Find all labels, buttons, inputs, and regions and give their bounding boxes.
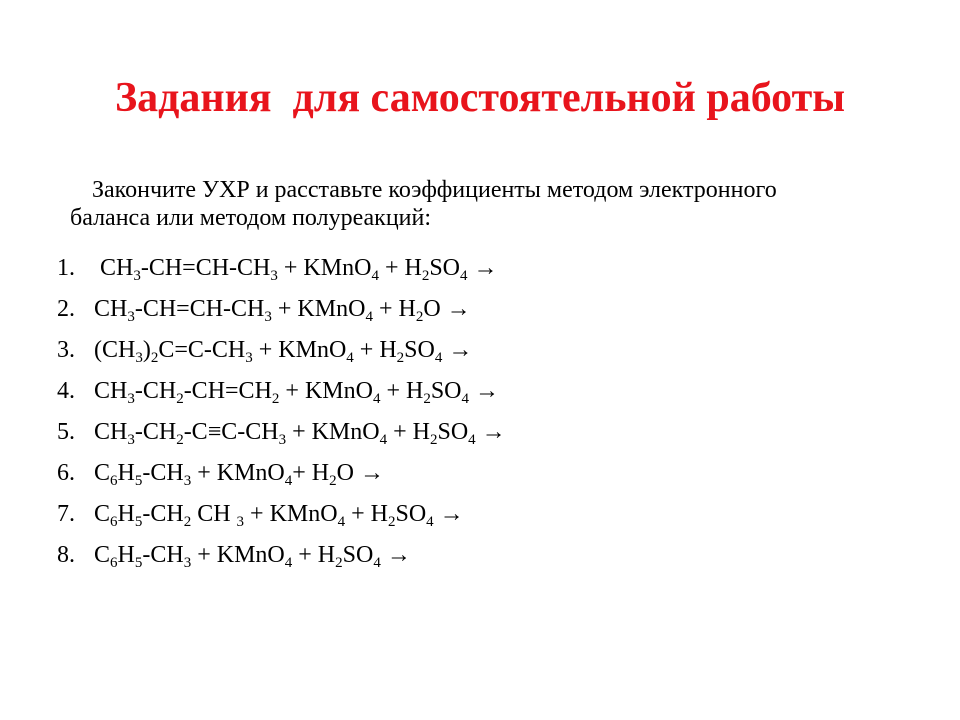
formula-subscript: 3 xyxy=(270,268,278,284)
formula-text: SO xyxy=(430,378,462,404)
formula-text: -C≡C-CH xyxy=(183,419,279,445)
reaction-equation xyxy=(94,537,411,573)
reaction-number: 1. xyxy=(57,255,75,281)
formula-text: → xyxy=(380,542,411,568)
formula-text: + KMnO xyxy=(191,460,285,486)
formula-subscript: 2 xyxy=(271,391,280,407)
formula-text: CH xyxy=(94,419,128,445)
formula-subscript: 3 xyxy=(264,309,272,325)
reaction-equation xyxy=(94,291,471,327)
formula-text: + H xyxy=(292,460,330,486)
formula-subscript: 3 xyxy=(127,309,135,325)
formula-subscript: 3 xyxy=(127,391,135,407)
formula-text: C=C-CH xyxy=(158,337,246,363)
instruction-text xyxy=(66,176,906,232)
formula-subscript: 3 xyxy=(133,268,141,284)
reaction-equation xyxy=(94,496,464,532)
formula-text: O → xyxy=(336,460,384,486)
formula-text: CH xyxy=(94,296,128,322)
formula-text: + KMnO xyxy=(271,296,366,322)
formula-subscript: 6 xyxy=(110,514,118,530)
formula-subscript: 3 xyxy=(183,555,192,571)
formula-text: SO xyxy=(437,419,469,445)
reaction-item xyxy=(57,250,506,291)
formula-text: → xyxy=(467,255,498,281)
slide-title: Задания для самостоятельной работы xyxy=(114,75,846,121)
formula-text: C xyxy=(94,501,111,527)
formula-text: + H xyxy=(387,419,430,445)
formula-text: CH xyxy=(191,501,237,527)
formula-text: + KMnO xyxy=(277,255,372,281)
formula-text: -CH xyxy=(142,460,184,486)
reaction-number: 4. xyxy=(57,378,75,404)
formula-text: + H xyxy=(372,296,416,322)
formula-subscript: 4 xyxy=(434,350,443,366)
formula-subscript: 4 xyxy=(379,432,388,448)
formula-text: + KMnO xyxy=(286,419,380,445)
formula-text: → xyxy=(475,419,506,445)
formula-text: -CH=CH-CH xyxy=(134,296,265,322)
formula-subscript: 4 xyxy=(371,268,379,284)
formula-text: C xyxy=(94,542,111,568)
formula-subscript: 6 xyxy=(110,555,118,571)
reaction-item xyxy=(57,373,506,414)
formula-subscript: 2 xyxy=(421,268,430,284)
formula-text: → xyxy=(469,378,500,404)
formula-subscript: 5 xyxy=(134,514,143,530)
formula-subscript: 4 xyxy=(284,473,293,489)
formula-text: CH xyxy=(100,255,134,281)
formula-subscript: 2 xyxy=(150,350,159,366)
reaction-equation xyxy=(94,455,384,491)
formula-text: + H xyxy=(378,255,422,281)
reaction-item xyxy=(57,537,506,578)
formula-text: -CH xyxy=(142,542,184,568)
formula-text: + KMnO xyxy=(244,501,338,527)
reaction-equation xyxy=(94,414,506,450)
formula-subscript: 5 xyxy=(134,473,143,489)
formula-text: + KMnO xyxy=(252,337,347,363)
formula-subscript: 2 xyxy=(335,555,343,571)
formula-text: -CH xyxy=(134,419,177,445)
formula-text: + KMnO xyxy=(191,542,285,568)
formula-subscript: 4 xyxy=(284,555,293,571)
formula-subscript: 6 xyxy=(110,473,118,489)
formula-subscript: 2 xyxy=(183,514,192,530)
formula-subscript: 2 xyxy=(387,514,396,530)
formula-subscript: 4 xyxy=(426,514,434,530)
reaction-number: 8. xyxy=(57,542,75,568)
formula-subscript: 4 xyxy=(372,391,381,407)
reaction-item xyxy=(57,455,506,496)
formula-subscript: 4 xyxy=(460,268,468,284)
instruction-line-1: Закончите УХР и расставьте коэффициенты методом электронного xyxy=(92,177,777,203)
reaction-item xyxy=(57,291,506,332)
formula-text: SO xyxy=(429,255,460,281)
formula-text: → xyxy=(442,337,473,363)
formula-text: (CH xyxy=(94,337,136,363)
reaction-item xyxy=(57,496,506,537)
formula-text: → xyxy=(433,501,464,527)
formula-text: SO xyxy=(404,337,435,363)
formula-text: CH xyxy=(94,378,128,404)
formula-subscript: 2 xyxy=(329,473,337,489)
formula-text: H xyxy=(117,460,135,486)
formula-text: H xyxy=(117,542,135,568)
formula-text: ) xyxy=(142,337,151,363)
formula-text: -CH xyxy=(134,378,177,404)
reaction-number: 6. xyxy=(57,460,75,486)
formula-subscript: 4 xyxy=(468,432,476,448)
formula-subscript: 3 xyxy=(278,432,287,448)
formula-text: + H xyxy=(380,378,424,404)
formula-subscript: 3 xyxy=(245,350,253,366)
instruction-line-2: баланса или методом полуреакций: xyxy=(70,205,432,231)
formula-subscript: 3 xyxy=(135,350,143,366)
reaction-number: 2. xyxy=(57,296,75,322)
reaction-number: 3. xyxy=(57,337,75,363)
formula-text: H xyxy=(117,501,135,527)
reaction-number: 7. xyxy=(57,501,75,527)
reaction-equation xyxy=(94,373,499,409)
formula-text: + H xyxy=(353,337,397,363)
formula-subscript: 2 xyxy=(415,309,424,325)
formula-text: C xyxy=(94,460,111,486)
formula-subscript: 3 xyxy=(236,514,245,530)
formula-subscript: 2 xyxy=(429,432,438,448)
formula-subscript: 2 xyxy=(176,391,184,407)
formula-text: -CH=CH-CH xyxy=(140,255,271,281)
reaction-list xyxy=(57,250,506,578)
formula-subscript: 3 xyxy=(183,473,192,489)
formula-text: + H xyxy=(345,501,388,527)
formula-subscript: 4 xyxy=(461,391,470,407)
formula-subscript: 3 xyxy=(127,432,135,448)
reaction-equation xyxy=(94,332,472,368)
formula-text: -CH=CH xyxy=(183,378,272,404)
reaction-equation xyxy=(100,250,498,286)
formula-subscript: 4 xyxy=(365,309,373,325)
formula-subscript: 2 xyxy=(176,432,184,448)
reaction-item xyxy=(57,332,506,373)
formula-text: -CH xyxy=(142,501,184,527)
reaction-item xyxy=(57,414,506,455)
formula-text: + KMnO xyxy=(279,378,373,404)
formula-text: SO xyxy=(395,501,427,527)
formula-subscript: 4 xyxy=(337,514,346,530)
formula-subscript: 4 xyxy=(373,555,381,571)
reaction-number: 5. xyxy=(57,419,75,445)
formula-text: + H xyxy=(292,542,336,568)
formula-subscript: 2 xyxy=(423,391,431,407)
formula-subscript: 5 xyxy=(134,555,143,571)
formula-text: SO xyxy=(342,542,374,568)
formula-subscript: 2 xyxy=(396,350,405,366)
formula-text: O → xyxy=(423,296,471,322)
formula-subscript: 4 xyxy=(346,350,354,366)
